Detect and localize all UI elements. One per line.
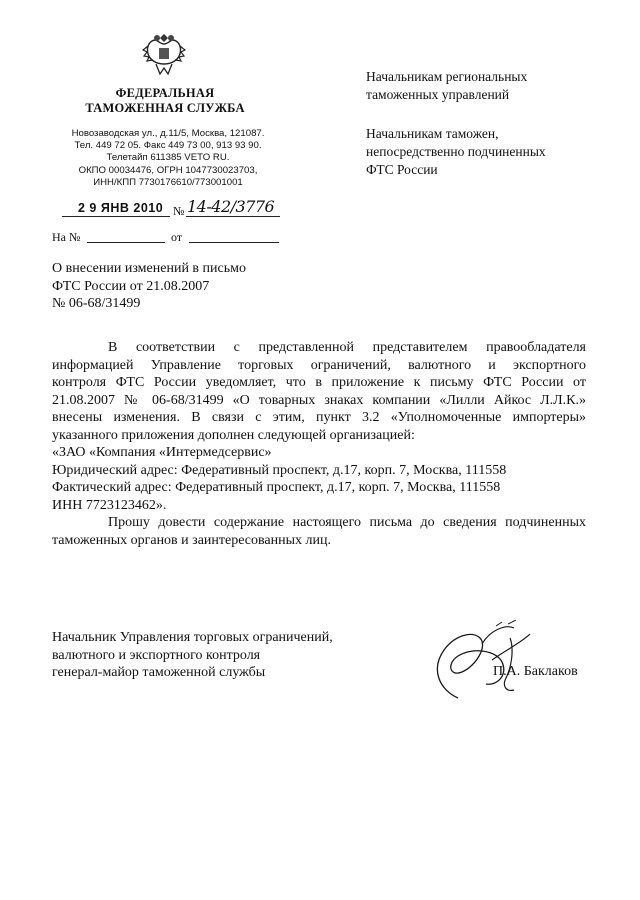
body-line: Прошу довести содержание настоящего письма до сведения подчиненных	[108, 515, 586, 530]
letter-date-stamp: 2 9 ЯНВ 2010	[78, 201, 164, 215]
date-underline	[62, 216, 170, 217]
addressee-regional	[366, 68, 606, 104]
body-line: контроля ФТС России уведомляет, что в приложение к письму ФТС России от	[52, 375, 586, 390]
addressee-line: Начальникам региональных	[366, 69, 528, 84]
body-line: указанного приложения дополнен следующей организацией:	[52, 427, 415, 443]
number-underline	[186, 216, 280, 217]
reply-to-blank	[87, 242, 165, 243]
number-label: №	[173, 204, 185, 218]
organization-name: «ЗАО «Компания «Интермедсервис»	[52, 445, 272, 460]
body-line: В соответствии с представленной представителем правообладателя	[108, 340, 586, 355]
org-phones: Тел. 449 72 05. Факс 449 73 00, 913 93 90.	[74, 140, 262, 152]
org-teletype: Телетайп 611385 VETO RU.	[106, 152, 230, 164]
letter-body	[52, 339, 586, 549]
org-contacts	[52, 128, 284, 189]
handwritten-signature	[410, 620, 540, 702]
from-label: от	[171, 230, 183, 244]
addressee-line: непосредственно подчиненных	[366, 144, 546, 159]
body-line: информацией Управление торговых ограничений, валютного и экспортного	[52, 357, 586, 373]
subject-line: О внесении изменений в письмо	[52, 261, 246, 276]
signatory-line: валютного и экспортного контроля	[52, 647, 261, 663]
subject-line: № 06-68/31499	[52, 296, 141, 311]
letter-number-handwritten: 14-42/3776	[187, 197, 275, 216]
addressee-line: таможенных управлений	[366, 87, 510, 102]
addressee-line: ФТС России	[366, 162, 438, 177]
organization-inn: ИНН 7723123462».	[52, 497, 167, 513]
letter-subject	[52, 260, 312, 313]
reply-to-label: На №	[52, 230, 81, 244]
body-line: внесены изменения. В связи с этим, пункт 3.2 «Уполномоченные импортеры»	[52, 410, 586, 425]
legal-address: Юридический адрес: Федеративный проспект, д.17, корп. 7, Москва, 111558	[52, 462, 507, 478]
russian-coat-of-arms-icon	[142, 30, 186, 78]
org-name-line2: ТАМОЖЕННАЯ СЛУЖБА	[85, 101, 245, 115]
org-inn: ИНН/КПП 7730176610/773001001	[93, 176, 243, 188]
signatory-title	[52, 629, 382, 682]
signer-name: П.А. Баклаков	[493, 664, 578, 679]
signatory-line: Начальник Управления торговых ограничений,	[52, 630, 333, 645]
signatory-line: генерал-майор таможенной службы	[52, 665, 266, 680]
addressee-line: Начальникам таможен,	[366, 126, 499, 141]
actual-address: Фактический адрес: Федеративный проспект, д.17, корп. 7, Москва, 111558	[52, 480, 501, 495]
org-okpo: ОКПО 00034476, ОГРН 1047730023703,	[78, 164, 258, 176]
body-line: 21.08.2007 № 06-68/31499 «О товарных знаках компании «Лилли Айкос Л.Л.К.»	[52, 392, 586, 408]
org-address: Новозаводская ул., д.11/5, Москва, 121087.	[71, 128, 265, 139]
subject-line: ФТС России от 21.08.2007	[52, 278, 210, 294]
org-name-line1: ФЕДЕРАЛЬНАЯ	[115, 86, 215, 100]
addressee-customs	[366, 125, 606, 179]
body-line: таможенных органов и заинтересованных лиц.	[52, 532, 331, 548]
from-blank	[189, 242, 279, 243]
